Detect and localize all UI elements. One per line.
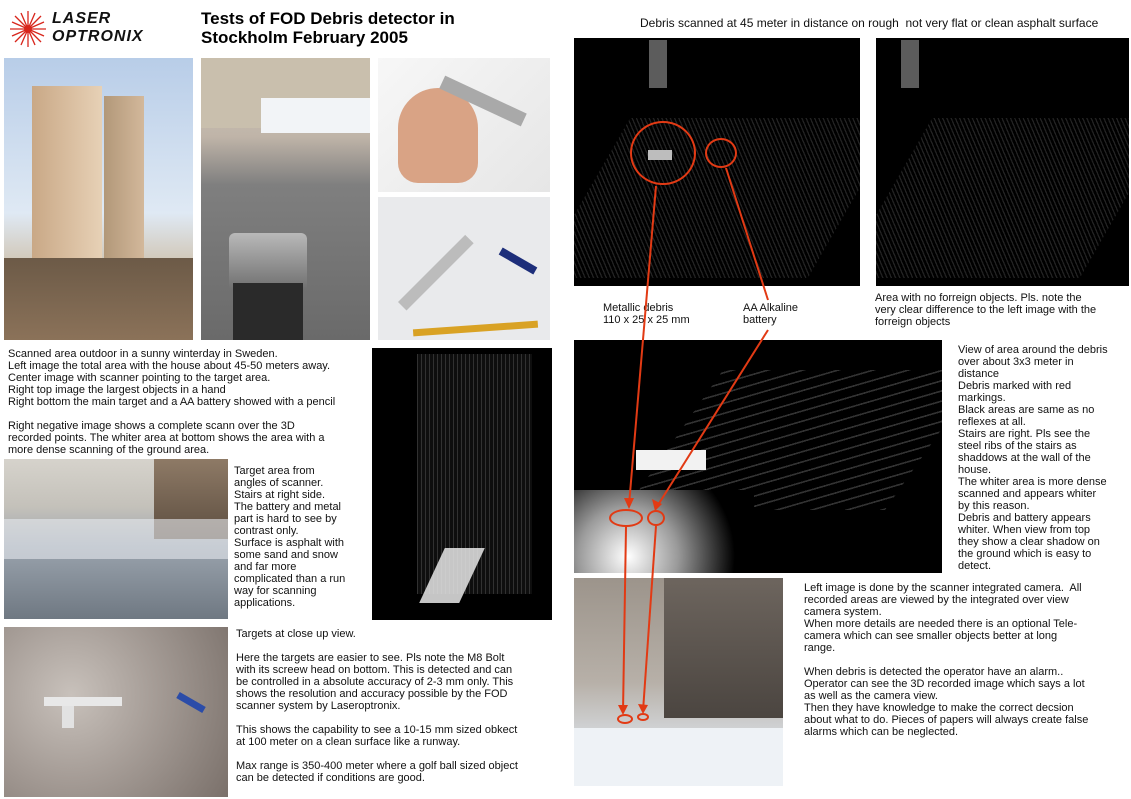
battery-label: AA Alkaline battery xyxy=(743,302,799,326)
scan-caption: Debris scanned at 45 meter in distance on rough not very flat or clean asphalt surface xyxy=(640,16,1099,30)
view-area-description: View of area around the debris over about 3x3 meter in distance Debris marked with red markings. Black areas are same as no reflexes at all. Stairs are right. Pls see the steel ribs of the stairs as shaddows at the wall of the house. The whiter area is more dense scanned and appears whiter by this reason. Debris and battery appears whiter. When view from top they show a clear shadow on the ground which is easy to detect. xyxy=(958,344,1108,572)
logo-text-optronix: OPTRONIX xyxy=(52,28,144,45)
camera-description: Left image is done by the scanner integrated camera. All recorded areas are viewed by the integrated over view camera system. When more details are needed there is an optional Tele- camera which can see smaller objects better at long range. When debris is detected the operator have an alarm.. Operator can see the 3D recorded image which says a lot as well as the camera view. Then they have knowledge to make the correct decsion about what to do. Pieces of papers will always create false alarms which can be neglected. xyxy=(804,582,1089,738)
target-area-description: Target area from angles of scanner. Stairs at right side. The battery and metal part is hard to see by contrast only. Surface is asphalt with some sand and snow and far more complicated than a run way for scanning applications. xyxy=(234,465,346,609)
title-line-1: Tests of FOD Debris detector in xyxy=(201,9,455,28)
logo-text-laser: LASER xyxy=(52,10,112,27)
title-line-2: Stockholm February 2005 xyxy=(201,28,408,47)
metallic-debris-label: Metallic debris 110 x 25 x 25 mm xyxy=(603,302,690,326)
scanned-area-description: Scanned area outdoor in a sunny winterday in Sweden. Left image the total area with the house about 45-50 meters away. Center image with scanner pointing to the target area. Right top image the largest objects in a hand Right bottom the main target and a AA battery showed with a pencil Right negative image shows a complete scann over the 3D recorded points. The whiter area at bottom shows the area with a more dense scanning of the ground area. xyxy=(8,348,336,456)
closeup-description: Targets at close up view. Here the targets are easier to see. Pls note the M8 Bolt with its screew head on bottom. This is detected and can be controlled in a absolute accuracy of 2-3 mm only. This shows the resolution and accuracy possible by the FOD scanner system by Laseroptronix. This shows the capability to see a 10-15 mm sized obkect at 100 meter on a clean surface like a runway. Max range is 350-400 meter where a golf ball sized object can be detected if conditions are good. xyxy=(236,628,518,784)
no-objects-caption: Area with no forreign objects. Pls. note the very clear difference to the left image with the forreign objects xyxy=(875,292,1097,328)
